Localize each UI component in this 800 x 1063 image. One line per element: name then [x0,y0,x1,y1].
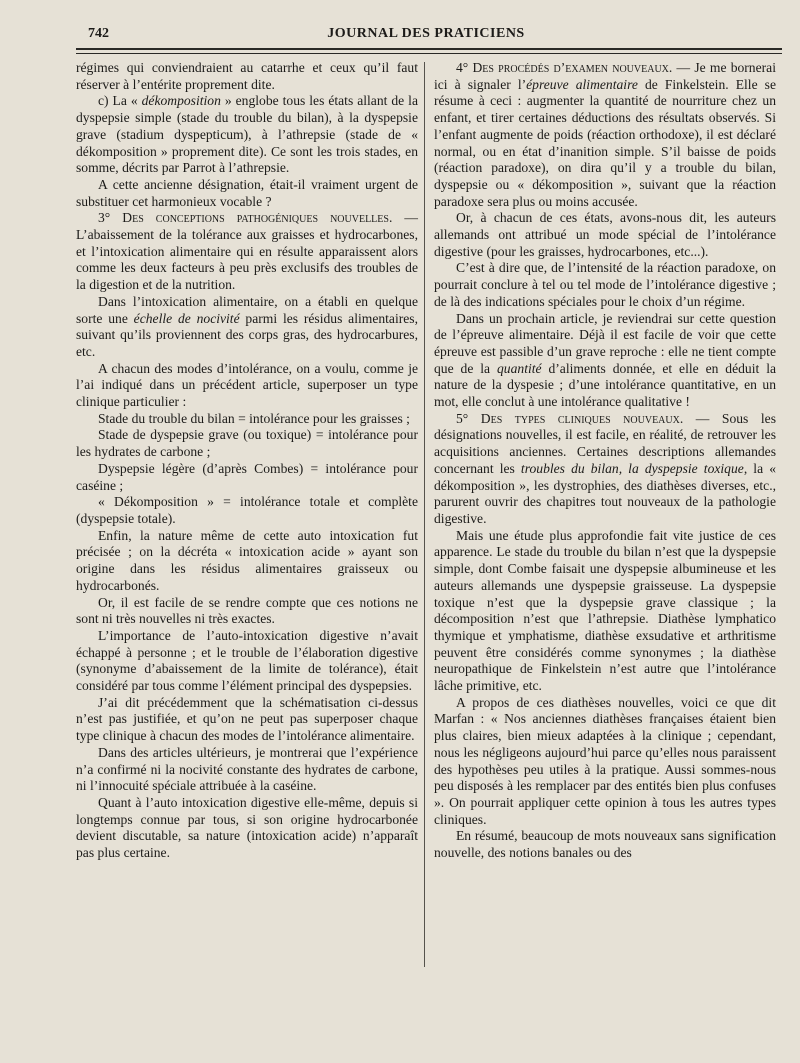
text-run: , la « dékomposition », les dystrophies, des diathèses diverses, etc., parurent ouvrir des chapitres tout nouveaux de la pathologie digestive. [434,460,777,526]
page-header [76,24,776,46]
paragraph [76,745,418,795]
text-run: Or, à chacun de ces états, avons-nous dit, les auteurs allemands ont attribué un mode spécial de l’intolérance digestive (pour les graisses, hydrocarbones, etc...). [434,210,776,259]
text-run: Stade du trouble du bilan = intolérance pour les graisses ; [98,410,410,426]
text-run: de Finkelstein. Elle se résume à ceci : augmenter la quantité de nourriture chez un enfant, et tirer certaines déductions des résultats observés. Si l’enfant augmente de poids (réaction orthodoxe), il est déclaré normal, ou en état d’inanition simple. S’il baisse de poids (réaction paradoxe), on dira qu’il y a trouble du bilan, dyspepsie ou « dékomposition », suivant que la réaction paradoxe sera plus ou moins accusée. [434,76,776,209]
text-run: — Sous les désignations nouvelles, il est facile, en réalité, de retrouver les acquisitions anciennes. Certaines descriptions allemandes concernant les [434,410,776,476]
text-run: Des types cliniques nouveaux. [480,410,684,426]
text-run: Dans un prochain article, je reviendrai sur cette question de l’épreuve alimentaire. Déjà il est facile de voir que cette épreuve est passible d’un grave reproche : elle ne tient compte que de la [434,310,776,376]
paragraph [76,294,418,361]
text-run: Mais une étude plus approfondie fait vite justice de ces apparence. Le stade du trouble du bilan n’est que la dyspepsie simple, dont Combe faisait une dyspepsie albumineuse et les auteurs allemands une dyspepsie graisseuse. La dyspepsie toxique n’est que la dyspepsie grave classique ; la décomposition n’est que l’athrepsie. Diathèse lymphatico thymique et ymphatisme, diathèse exsudative et arthritisme peuvent être considérés comme synonymes ; la diathèse neuropathique de Finkelstein n’est autre que l’intolérance lâche primitive, etc. [434,527,776,694]
text-run: — Je me bornerai ici à signaler l’ [434,60,776,92]
text-run: Des conceptions pathogéniques nouvelles. [122,210,393,226]
text-run: A cette ancienne désignation, était-il vraiment urgent de substituer cet harmonieux vocable ? [76,176,418,209]
paragraph [434,60,776,210]
paragraph [76,427,418,460]
text-run: » englobe tous les états allant de la dyspepsie simple (stade du trouble du bilan), à la dyspepsie grave (stadium dyspepticum), à l’athrepsie (stade de « dékomposition » proprement dite). Ce sont les trois stades, en somme, décrits par Parrot à l’athrepsie. [76,93,418,176]
text-run: Dans l’intoxication alimentaire, on a établi en quelque sorte une [76,293,418,326]
text-run: Des procédés d’examen nouveaux. [472,60,673,75]
header-rule-thick [76,48,782,50]
text-run: régimes qui conviendraient au catarrhe et ceux qu’il faut réserver à l’entérite proprement dite. [76,60,418,92]
text-run: « Dékomposition » = intolérance totale et complète (dyspepsie totale). [76,494,418,526]
paragraph [76,361,418,411]
paragraph [434,411,776,528]
text-run: 3° [98,210,123,226]
text-run: 4° [456,60,473,75]
paragraph [76,795,418,862]
paragraph [76,628,418,695]
text-run: c) La « [98,93,142,109]
paragraph [434,828,776,861]
paragraph [76,210,418,294]
text-run: quantité [497,360,542,376]
text-run: Dyspepsie légère (d’après Combes) = intolérance pour caséine ; [76,460,418,493]
paragraph [76,93,418,177]
paragraph [76,177,418,210]
paragraph [76,695,418,745]
paragraph [76,411,418,428]
paragraph [76,528,418,595]
journal-title: JOURNAL DES PRATICIENS [327,26,525,41]
text-run: L’importance de l’auto-intoxication digestive n’avait échappé à personne ; et le trouble de l’élaboration digestive (synonyme d’abaissement de la limite de tolérance), était considéré par tous comme l’élément principal des dyspepsies. [76,627,418,694]
header-rule-thin [76,53,782,54]
column-divider [424,62,425,967]
text-run: — L’abaissement de la tolérance aux graisses et hydrocarbones, et l’intoxication alimentaire qui en résulte apparaissent alors comme les deux facteurs à peu près exclusifs des troubles de la digestion et de la nutrition. [76,210,418,293]
paragraph [434,695,776,829]
paragraph [434,260,776,310]
text-run: parmi les résidus alimentaires, suivant qu’ils proviennent des corps gras, des hydrocarbures, etc. [76,310,418,359]
text-run: Quant à l’auto intoxication digestive elle-même, depuis si longtemps connue par tous, si son origine hydrocarbonée devient discutable, sa nature (intoxication acide) n’apparaît pas plus certaine. [76,794,418,861]
text-run: 5° [456,410,481,426]
paragraph [434,311,776,411]
page-number: 742 [88,26,109,41]
text-run: dékomposition [141,93,221,109]
paragraph [434,210,776,260]
text-run: Enfin, la nature même de cette auto intoxication fut précisée ; on la décréta « intoxication acide » ayant son origine dans les résidus alimentaires graisseux ou hydrocarbonés. [76,527,418,593]
text-run: A propos de ces diathèses nouvelles, voici ce que dit Marfan : « Nos anciennes diathèses françaises étaient bien plus claires, bien mieux adaptées à la clinique ; cependant, nous les négligeons aujourd’hui parce qu’elles nous paraissent des hypothèses peu utiles à la pratique. Aussi sommes-nous peu disposés à les remplacer par des entités bien plus confuses ». On pourrait appliquer cette opinion à tous les autres types cliniques. [434,694,776,827]
text-run: échelle de nocivité [133,310,240,326]
paragraph [76,595,418,628]
text-run: J’ai dit précédemment que la schématisation ci-dessus n’est pas justifiée, et qu’on ne peut pas superposer chaque type clinique à chacun des modes de l’intolérance alimentaire. [76,694,418,744]
paragraph [434,528,776,695]
paragraph [76,494,418,527]
text-run: d’aliments donnée, et elle en déduit la nature de la dyspesie ; d’une intolérance quantitative, en un mot, elle conclut à une intolérance qualitative ! [434,360,777,410]
left-column [76,60,418,862]
text-run: Stade de dyspepsie grave (ou toxique) = intolérance pour les hydrates de carbone ; [76,427,418,460]
paragraph [76,60,418,93]
text-run: troubles du bilan, la dyspepsie toxique [520,460,744,476]
text-run: A chacun des modes d’intolérance, on a voulu, comme je l’ai indiqué dans un précédent article, superposer un type clinique particulier : [76,360,418,410]
text-run: Dans des articles ultérieurs, je montrerai que l’expérience n’a confirmé ni la nocivité constante des hydrates de carbone, ni l’innocuité spéciale attribuée à la caséine. [76,744,418,794]
text-run: épreuve alimentaire [526,76,638,92]
right-column [434,60,776,862]
text-run: Or, il est facile de se rendre compte que ces notions ne sont ni très nouvelles ni très exactes. [76,594,418,627]
paragraph [76,461,418,494]
text-run: C’est à dire que, de l’intensité de la réaction paradoxe, on pourrait conclure à tel ou tel mode de l’intolérance digestive ; de là des indications spéciales pour le choix d’un régime. [434,260,776,309]
text-run: En résumé, beaucoup de mots nouveaux sans signification nouvelle, des notions banales ou des [434,828,776,861]
